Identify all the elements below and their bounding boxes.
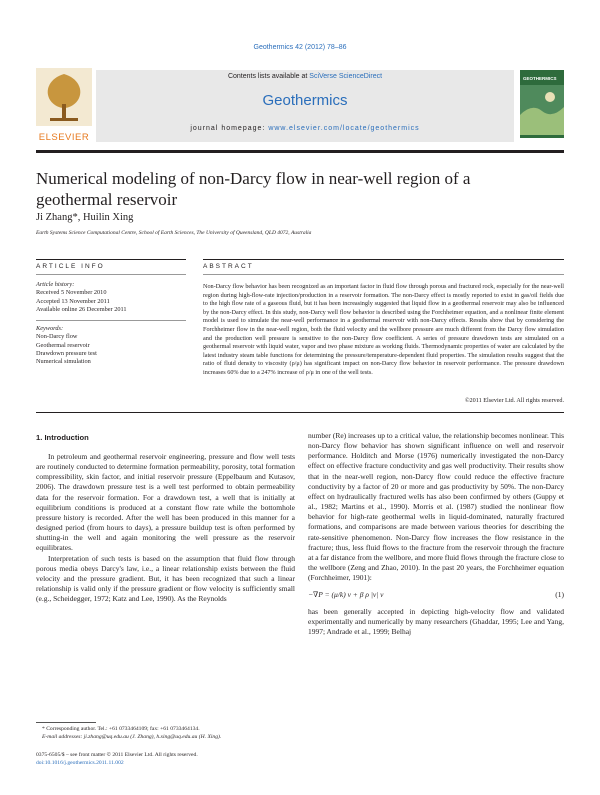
corresponding-author: * Corresponding author. Tel.: +61 0733464109; fax: +61 0733464134. — [42, 726, 200, 732]
masthead-rule — [36, 150, 564, 153]
history-keyword-rule — [36, 320, 186, 321]
paragraph: has been generally accepted in depicting high-velocity flow and validated experimentally and numerically by many researchers (Ghaddar, 1995; Lee and Yang, 1997; Andrade et al., 1999; Belhaj — [308, 606, 564, 636]
journal-masthead — [96, 70, 514, 142]
sciencedirect-link[interactable]: SciVerse ScienceDirect — [309, 73, 383, 80]
doi-link[interactable]: doi:10.1016/j.geothermics.2011.11.002 — [36, 759, 124, 766]
footnote-rule — [36, 722, 96, 723]
equation-number: (1) — [555, 590, 564, 600]
journal-banner — [36, 66, 564, 146]
keywords-block — [36, 325, 186, 366]
info-top-rule — [36, 259, 186, 260]
elsevier-logo — [36, 68, 92, 143]
abstract-text: Non-Darcy flow behavior has been recognized as an important factor in fluid flow through porous and fractured rock, especially for the near-well region during high-flow-rate injection/production in a reservoir formation. The non-Darcy effect is mostly reported to exist in gas/oil fields due to the high flow rate of a gaseous fluid, but it has been increasingly suggested that liquid flow in a geothermal reservoir may also be influenced by the non-Darcy effect. In this study, non-Darcy well flow behavior is described using the Forchheimer equation, and a nonlinear finite element model is used to simulate the near-well performance in a geothermal reservoir with non-Darcy effects. Results show that by considering the Forchheimer flow in the near-well region, both the fluid velocity and the wellbore pressure are much different from the Darcy flow simulation and the production well pressure is sensitive to the non-Darcy flow coefficient. A series of pressure drawdown tests are simulated on a geothermal reservoir with liquid water, vapor and two phase mixture as working fluids. Thermodynamic properties of water are calculated by the latest industry steam table functions for determining the pressure/temperature-dependent fluid properties. The simulation results suggest that the ratio of fluid density to viscosity (ρ/μ) has significant impact on non-Darcy flow behavior in reservoir performance. The pressure drawdown increases 60% due to a 247% increase of ρ/μ in one of the well tests. — [203, 283, 564, 376]
keyword: Numerical simulation — [36, 358, 91, 366]
homepage-link[interactable]: www.elsevier.com/locate/geothermics — [268, 125, 420, 132]
publication-info — [36, 752, 336, 767]
article-history — [36, 281, 186, 314]
journal-citation[interactable]: Geothermics 42 (2012) 78–86 — [253, 44, 347, 51]
publisher-logo-text: ELSEVIER — [38, 132, 90, 143]
article-title: Numerical modeling of non-Darcy flow in near-well region of a geothermal reservoir — [36, 169, 471, 209]
article-info-heading: ARTICLE INFO — [36, 263, 105, 270]
article-authors: Ji Zhang*, Huilin Xing — [36, 212, 134, 223]
abstract-sub-rule — [203, 274, 564, 275]
paragraph: Interpretation of such tests is based on the assumption that fluid flow through porous media obeys Darcy's law, i.e., a linear relationship exists between the fluid velocity and the pressure gradient. But, it has been recognized that such a linear relationship is valid only if the pressure gradient or flow velocity is sufficiently small (e.g., Scheidegger, 1972; Katz and Lee, 1990). As the Reynolds — [36, 553, 295, 604]
section-heading-introduction: 1. Introduction — [36, 433, 89, 442]
online-date: Available online 26 December 2011 — [36, 305, 127, 313]
abstract-heading: ABSTRACT — [203, 263, 254, 270]
journal-name: Geothermics — [262, 92, 348, 109]
issn-line: 0375-6505/$ – see front matter © 2011 Elsevier Ltd. All rights reserved. — [36, 752, 198, 758]
keyword: Drawdown pressure test — [36, 349, 97, 357]
equation-line — [308, 590, 564, 600]
info-sub-rule — [36, 274, 186, 275]
accepted-date: Accepted 13 November 2011 — [36, 297, 110, 305]
journal-homepage: journal homepage: www.elsevier.com/locate/geothermics — [190, 125, 420, 132]
received-date: Received 5 November 2010 — [36, 289, 107, 297]
cover-landscape-icon — [520, 85, 564, 135]
copyright-notice: ©2011 Elsevier Ltd. All rights reserved. — [464, 397, 564, 404]
elsevier-tree-icon — [36, 68, 92, 126]
contents-line: Contents lists available at SciVerse ScienceDirect — [227, 73, 383, 80]
abstract-bottom-rule — [36, 412, 564, 413]
paragraph: number (Re) increases up to a critical value, the relationship becomes nonlinear. This non-Darcy flow behavior has shown significant influence on well and reservoir performance. Holditch and Morse (1976) numerically investigated the non-Darcy effect on effective fracture conductivity and gas well productivity. Their results show that in the near-well region, non-Darcy flow could reduce the effective fracture conductivity by a factor of 20 or more and gas productivity by 50%. The non-Darcy effect on hydraulically fractured wells has also been confirmed by others (Guppy et al., 1982; Martins et al., 1990). Morris et al. (1987) studied the nonlinear flow behavior for high-rate geothermal wells in liquid-dominated, naturally fractured formations, and comparisons are made between various theories for describing the rate-sensitive phenomenon. Non-Darcy flow increases the flow resistance in the fracture; thus, less fluid flows to the fracture from the reservoir through the fracture at a far distance from the wellbore, and more fluid flows through the fracture close to the wellbore (Zeng and Zhao, 2010). In the past 20 years, the Forchheimer equation (Forchheimer, 1901): — [308, 431, 564, 583]
cover-title: GEOTHERMICS — [523, 76, 557, 81]
right-column — [308, 431, 564, 637]
journal-cover-image — [520, 70, 564, 138]
keyword: Geothermal reservoir — [36, 341, 90, 349]
author-affiliation: Earth Systems Science Computational Centre, School of Earth Sciences, The University of Queensland, QLD 4072, Australia — [36, 230, 312, 236]
email-addresses[interactable]: E-mail addresses: ji.zhang@uq.edu.au (J. Zhang), h.xing@uq.edu.au (H. Xing). — [42, 733, 222, 740]
forchheimer-equation: −∇P = (μ/k) v + β ρ |v| v — [308, 590, 384, 600]
abstract-top-rule — [203, 259, 564, 260]
left-column — [36, 452, 295, 604]
footnotes — [42, 726, 297, 741]
paragraph: In petroleum and geothermal reservoir engineering, pressure and flow well tests are routinely conducted to determine formation permeability, porosity, total formation compressibility, skin factor, and initial reservoir pressure (Eppelbaum and Kutasov, 2006). The drawdown pressure test is a well test performed to obtain permeability data for the reservoir formation. For a drawdown test, a well that is initially at equilibrium conditions is produced at a constant flow rate while the bottomhole pressure history is recorded. After the well has been produced in this manner for a designed period (from hours to days), a pressure buildup test is often performed by shutting-in the well and again monitoring the well pressure as the reservoir equilibrates. — [36, 452, 295, 553]
keyword: Non-Darcy flow — [36, 333, 78, 341]
keywords-label: Keywords: — [36, 325, 64, 332]
history-label: Article history: — [36, 281, 75, 288]
